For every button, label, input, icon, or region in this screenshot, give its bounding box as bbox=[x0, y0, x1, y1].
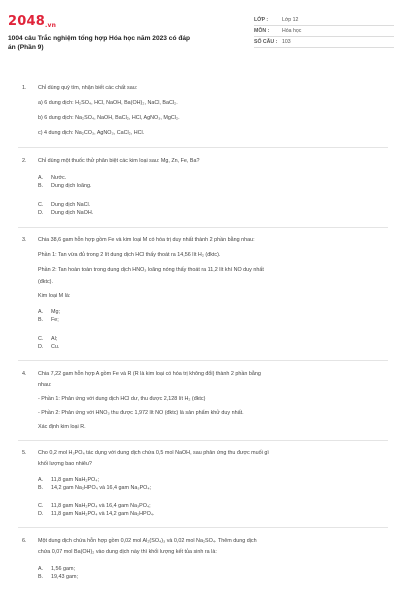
question-2 bbox=[0, 157, 400, 217]
title-line-2: án (Phần 9) bbox=[8, 44, 44, 51]
answer-option-b[interactable] bbox=[38, 316, 213, 324]
answer-options bbox=[38, 174, 384, 190]
answer-option-b[interactable] bbox=[38, 484, 213, 492]
question-ask: Xác định kim loại R. bbox=[38, 423, 86, 430]
question-stem: Chia 7,22 gam hỗn hợp A gồm Fe và R (R là kim loại có hóa trị không đổi) thành 2 phần bằng bbox=[38, 370, 261, 377]
answer-options bbox=[38, 201, 384, 217]
question-number: 5. bbox=[22, 450, 27, 457]
meta-value: Lớp 12 bbox=[282, 17, 299, 23]
meta-row-count bbox=[254, 37, 394, 48]
question-stem: Chỉ dùng một thuốc thử phân biệt các kim loại sau: Mg, Zn, Fe, Ba? bbox=[38, 157, 200, 164]
option-text: 1,56 gam; bbox=[51, 565, 75, 572]
question-5 bbox=[0, 449, 400, 518]
question-part-1: Phần 1: Tan vừa đủ trong 2 lít dung dịch HCl thấy thoát ra 14,56 lít H₂ (đktc). bbox=[38, 252, 221, 259]
question-part-1: - Phần 1: Phản ứng với dung dịch HCl dư, thu được 2,128 lít H₂ (đktc) bbox=[38, 395, 206, 402]
answer-options bbox=[38, 308, 384, 324]
answer-option-c[interactable] bbox=[38, 201, 213, 209]
answer-options bbox=[38, 476, 384, 492]
option-text: 11,8 gam NaH₂PO₄; bbox=[51, 477, 99, 484]
question-part-2: Phần 2: Tan hoàn toàn trong dung dịch HNO₃ loãng nóng thấy thoát ra 11,2 lít khí NO duy nhất bbox=[38, 267, 264, 274]
option-letter: B. bbox=[38, 485, 44, 492]
question-divider bbox=[18, 360, 388, 361]
question-6 bbox=[0, 537, 400, 581]
option-text: Mg; bbox=[51, 309, 60, 316]
question-divider bbox=[18, 440, 388, 441]
question-part-b: b) 6 dung dịch: Na₂SO₄, NaOH, BaCl₂, HCl, AgNO₃, MgCl₂. bbox=[38, 115, 180, 121]
title-line-1: 1004 câu Trắc nghiệm tổng hợp Hóa học năm 2023 có đáp bbox=[8, 35, 191, 42]
question-list bbox=[0, 80, 400, 581]
option-text: Fe; bbox=[51, 317, 59, 324]
meta-value: Hóa học bbox=[282, 28, 302, 34]
page-header bbox=[0, 0, 400, 78]
option-letter: D. bbox=[38, 511, 44, 518]
question-stem: Chia 38,6 gam hỗn hợp gồm Fe và kim loại M có hóa trị duy nhất thành 2 phần bằng nhau: bbox=[38, 237, 255, 244]
meta-row-subject bbox=[254, 26, 394, 37]
option-text: 11,8 gam NaH₂PO₄ và 16,4 gam Na₃PO₄; bbox=[51, 503, 151, 510]
answer-option-a[interactable] bbox=[38, 174, 213, 182]
answer-option-d[interactable] bbox=[38, 510, 213, 518]
answer-option-a[interactable] bbox=[38, 308, 213, 316]
question-number: 2. bbox=[22, 157, 27, 164]
answer-option-b[interactable] bbox=[38, 182, 213, 190]
answer-option-d[interactable] bbox=[38, 343, 213, 351]
question-stem-cont: nhau: bbox=[38, 381, 52, 388]
question-number: 4. bbox=[22, 370, 27, 377]
answer-options bbox=[38, 565, 384, 581]
option-letter: D. bbox=[38, 344, 44, 351]
option-text: Dung dịch loãng. bbox=[51, 182, 92, 189]
meta-key: SỐ CÂU : bbox=[254, 39, 278, 45]
logo-suffix: .vn bbox=[44, 22, 57, 29]
question-stem-cont: chứa 0,07 mol Ba(OH)₂ vào dung dịch này thì khối lượng kết tủa sinh ra là: bbox=[38, 548, 217, 555]
meta-key: LỚP : bbox=[254, 17, 269, 23]
question-part-a: a) 6 dung dịch: H₂SO₄, HCl, NaOH, Ba(OH)₂, NaCl, BaCl₂. bbox=[38, 100, 178, 106]
option-text: 19,43 gam; bbox=[51, 573, 78, 580]
question-stem-cont: khối lượng bao nhiêu? bbox=[38, 461, 92, 468]
option-letter: D. bbox=[38, 209, 44, 216]
meta-key: MÔN : bbox=[254, 28, 270, 34]
site-logo[interactable] bbox=[8, 14, 56, 29]
option-text: Al; bbox=[51, 336, 58, 343]
answer-option-d[interactable] bbox=[38, 209, 213, 217]
question-divider bbox=[18, 147, 388, 148]
logo-text: 2048 bbox=[8, 14, 45, 29]
option-text: Cu. bbox=[51, 344, 60, 351]
answer-option-c[interactable] bbox=[38, 335, 213, 343]
option-text: 11,8 gam NaH₂PO₄ và 14,2 gam Na₂HPO₄. bbox=[51, 511, 155, 518]
option-letter: B. bbox=[38, 573, 44, 580]
option-letter: A. bbox=[38, 565, 44, 572]
question-part-2-cont: (đktc). bbox=[38, 279, 53, 286]
question-stem: Cho 0,2 mol H₃PO₄ tác dụng với dung dịch chứa 0,5 mol NaOH, sau phản ứng thu được muối gì bbox=[38, 450, 269, 457]
document-title bbox=[8, 34, 243, 52]
option-letter: B. bbox=[38, 182, 44, 189]
answer-option-a[interactable] bbox=[38, 476, 213, 484]
question-divider bbox=[18, 227, 388, 228]
option-letter: C. bbox=[38, 336, 44, 343]
question-stem: Một dung dịch chứa hỗn hợp gồm 0,02 mol Al₂(SO₄)₃ và 0,02 mol Na₂SO₄. Thêm dung dịch bbox=[38, 537, 257, 544]
option-letter: A. bbox=[38, 477, 44, 484]
option-letter: A. bbox=[38, 174, 44, 181]
option-text: 14,2 gam Na₂HPO₄ và 16,4 gam Na₃PO₄; bbox=[51, 485, 152, 492]
question-number: 3. bbox=[22, 237, 27, 244]
question-part-2: - Phần 2: Phản ứng với HNO₃ thu được 1,972 lít NO (đktc) là sản phẩm khử duy nhất. bbox=[38, 409, 244, 416]
question-3 bbox=[0, 236, 400, 351]
question-stem: Chỉ dùng quỳ tím, nhận biết các chất sau: bbox=[38, 85, 138, 91]
answer-option-c[interactable] bbox=[38, 502, 213, 510]
question-4 bbox=[0, 370, 400, 431]
option-letter: A. bbox=[38, 309, 44, 316]
meta-value: 103 bbox=[282, 39, 291, 45]
question-number: 1. bbox=[22, 85, 27, 91]
meta-row-grade bbox=[254, 15, 394, 26]
document-meta-table bbox=[254, 15, 394, 48]
question-1 bbox=[0, 84, 400, 137]
answer-options bbox=[38, 335, 384, 351]
answer-option-a[interactable] bbox=[38, 565, 213, 573]
option-letter: C. bbox=[38, 201, 44, 208]
option-text: Nước. bbox=[51, 174, 67, 181]
question-part-c: c) 4 dung dịch: Na₂CO₃, AgNO₃, CaCl₂, HCl. bbox=[38, 130, 145, 136]
question-ask: Kim loại M là: bbox=[38, 293, 71, 300]
answer-options bbox=[38, 502, 384, 518]
option-text: Dung dịch NaOH. bbox=[51, 209, 94, 216]
option-letter: B. bbox=[38, 317, 44, 324]
question-divider bbox=[18, 527, 388, 528]
option-letter: C. bbox=[38, 503, 44, 510]
answer-option-b[interactable] bbox=[38, 573, 213, 581]
option-text: Dung dịch NaCl. bbox=[51, 201, 91, 208]
question-number: 6. bbox=[22, 537, 27, 544]
